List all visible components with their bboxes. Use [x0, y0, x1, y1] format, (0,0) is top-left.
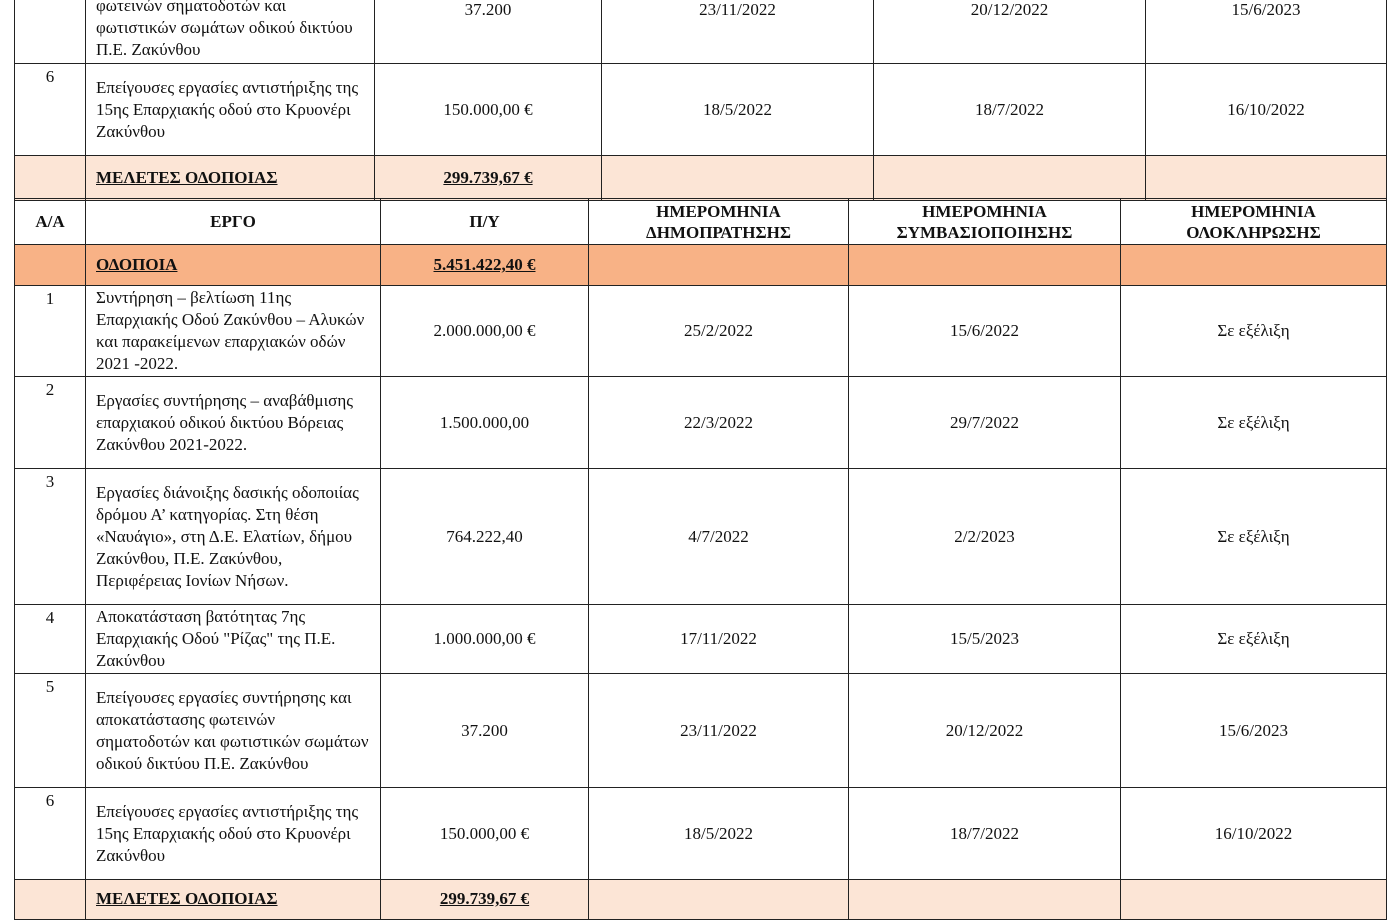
row-number: 6	[15, 788, 86, 880]
budget-cell: 37.200	[381, 674, 589, 788]
contract-date-cell: 15/6/2022	[849, 286, 1121, 377]
row-number: 2	[15, 377, 86, 469]
auction-date-cell: 22/3/2022	[589, 377, 849, 469]
total-value: 299.739,67 €	[439, 889, 530, 908]
completion-date-cell: 16/10/2022	[1121, 788, 1387, 880]
table-row	[15, 788, 1387, 880]
project-description: Εργασίες διάνοιξης δασικής οδοποιίας δρόμου Α’ κατηγορίας. Στη θέση «Ναυάγιο», στη Δ.Ε. Ελατίων, δήμου Ζακύνθου, Π.Ε. Ζακύνθου, Περιφέρειας Ιονίων Νήσων.	[86, 469, 381, 605]
auction-date-cell: 25/2/2022	[589, 286, 849, 377]
row-number: 1	[15, 286, 86, 377]
contract-date-cell: 29/7/2022	[849, 377, 1121, 469]
total-label: ΜΕΛΕΤΕΣ ΟΔΟΠΟΙΑΣ	[96, 889, 278, 908]
table-row	[15, 605, 1387, 674]
row-number	[15, 0, 86, 64]
contract-date-cell: 2/2/2023	[849, 469, 1121, 605]
header-contract-date: ΗΜΕΡΟΜΗΝΙΑ ΣΥΜΒΑΣΙΟΠΟΙΗΣΗΣ	[849, 199, 1121, 245]
project-description: Επείγουσες εργασίες συντήρησης και αποκατάστασης φωτεινών σηματοδοτών και φωτιστικών σωμάτων οδικού δικτύου Π.Ε. Ζακύνθου	[86, 674, 381, 788]
auction-date-cell: 18/5/2022	[589, 788, 849, 880]
row-number: 3	[15, 469, 86, 605]
project-description: Εργασίες συντήρησης – αναβάθμισης επαρχιακού οδικού δικτύου Βόρειας Ζακύνθου 2021-2022.	[86, 377, 381, 469]
auction-date-cell: 17/11/2022	[589, 605, 849, 674]
completion-date-cell: 15/6/2023	[1121, 674, 1387, 788]
auction-date-cell: 23/11/2022	[589, 674, 849, 788]
table-row	[15, 674, 1387, 788]
table-row	[15, 0, 1387, 64]
table-row	[15, 377, 1387, 469]
project-description: Επείγουσες εργασίες αντιστήριξης της 15ης Επαρχιακής οδού στο Κρυονέρι Ζακύνθου	[86, 788, 381, 880]
budget-cell: 1.500.000,00	[381, 377, 589, 469]
main-table	[14, 198, 1387, 920]
project-description: Αποκατάσταση βατότητας 7ης Επαρχιακής Οδού "Ρίζας" της Π.Ε. Ζακύνθου	[86, 605, 381, 674]
project-description: Συντήρηση – βελτίωση 11ης Επαρχιακής Οδού Ζακύνθου – Αλυκών και παρακείμενων επαρχιακών οδών 2021 -2022.	[86, 286, 381, 377]
contract-date-cell: 20/12/2022	[849, 674, 1121, 788]
total-value: 299.739,67 €	[443, 168, 533, 187]
category-value: 5.451.422,40 €	[433, 255, 536, 274]
contract-date-cell: 15/5/2023	[849, 605, 1121, 674]
completion-date-cell: Σε εξέλιξη	[1121, 377, 1387, 469]
total-label: ΜΕΛΕΤΕΣ ΟΔΟΠΟΙΑΣ	[96, 168, 278, 187]
completion-date-cell: 15/6/2023	[1146, 0, 1387, 64]
budget-cell: 150.000,00 €	[381, 788, 589, 880]
total-row	[15, 156, 1387, 201]
category-row	[15, 245, 1387, 286]
table-row	[15, 469, 1387, 605]
budget-cell: 37.200	[375, 0, 602, 64]
budget-cell: 150.000,00 €	[375, 64, 602, 156]
header-num: Α/Α	[15, 199, 86, 245]
header-auction-date: ΗΜΕΡΟΜΗΝΙΑ ΔΗΜΟΠΡΑΤΗΣΗΣ	[589, 199, 849, 245]
header-completion-date: ΗΜΕΡΟΜΗΝΙΑ ΟΛΟΚΛΗΡΩΣΗΣ	[1121, 199, 1387, 245]
category-label: ΟΔΟΠΟΙΑ	[96, 255, 178, 274]
budget-cell: 764.222,40	[381, 469, 589, 605]
auction-date-cell: 18/5/2022	[602, 64, 874, 156]
contract-date-cell: 18/7/2022	[874, 64, 1146, 156]
project-description: Επείγουσες εργασίες αντιστήριξης της 15ης Επαρχιακής οδού στο Κρυονέρι Ζακύνθου	[86, 64, 375, 156]
header-row	[15, 199, 1387, 245]
contract-date-cell: 18/7/2022	[849, 788, 1121, 880]
completion-date-cell: Σε εξέλιξη	[1121, 469, 1387, 605]
row-number: 4	[15, 605, 86, 674]
completion-date-cell: Σε εξέλιξη	[1121, 605, 1387, 674]
header-budget: Π/Υ	[381, 199, 589, 245]
table-row	[15, 64, 1387, 156]
completion-date-cell: 16/10/2022	[1146, 64, 1387, 156]
row-number: 5	[15, 674, 86, 788]
table-row	[15, 286, 1387, 377]
project-description: φωτεινών σηματοδοτών και φωτιστικών σωμάτων οδικού δικτύου Π.Ε. Ζακύνθου	[86, 0, 375, 64]
auction-date-cell: 23/11/2022	[602, 0, 874, 64]
budget-cell: 1.000.000,00 €	[381, 605, 589, 674]
contract-date-cell: 20/12/2022	[874, 0, 1146, 64]
completion-date-cell: Σε εξέλιξη	[1121, 286, 1387, 377]
auction-date-cell: 4/7/2022	[589, 469, 849, 605]
header-project: ΕΡΓΟ	[86, 199, 381, 245]
row-number: 6	[15, 64, 86, 156]
budget-cell: 2.000.000,00 €	[381, 286, 589, 377]
top-table	[14, 0, 1387, 201]
